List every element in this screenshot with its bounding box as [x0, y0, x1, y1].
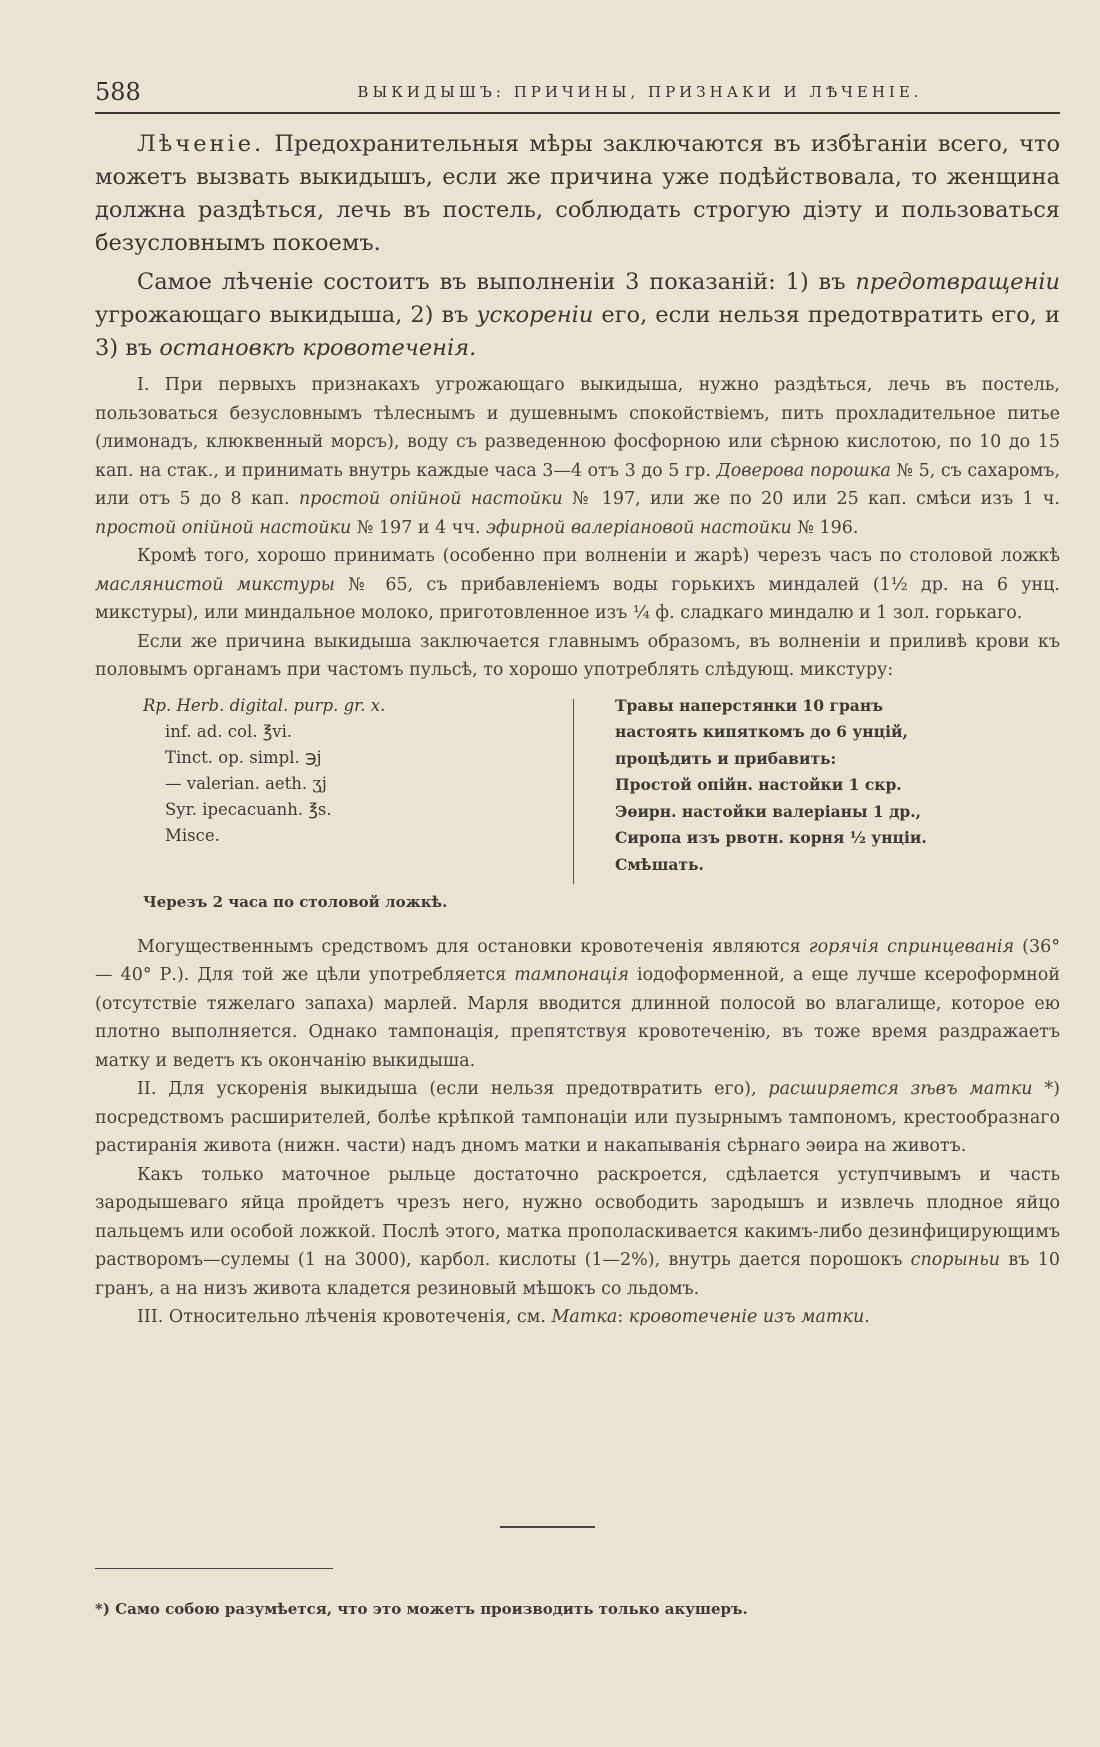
paragraph-besides [95, 542, 1060, 628]
italic-term: эфирной валеріановой настойки [486, 517, 792, 538]
paragraph-acceleration [95, 1075, 1060, 1161]
paragraph-first-signs [95, 371, 1060, 542]
recipe-block [95, 693, 1060, 883]
page-header [95, 78, 1060, 108]
text-run: III. Относительно лѣченія кровотеченія, см. [137, 1307, 552, 1327]
text-run: угрожающаго выкидыша, 2) въ [95, 302, 477, 328]
recipe-line: Эѳирн. настойки валеріаны 1 др., [615, 801, 922, 821]
paragraph-extraction [95, 1161, 1060, 1304]
text-run: № 65, съ прибавленіемъ воды горькихъ миндалей (1½ др. на 6 унц. микстуры), или миндальное молоко, приготовленное изъ ¼ ф. сладкаго миндалю и 1 зол. горькаго. [95, 574, 1060, 623]
recipe-line: Сиропа изъ рвотн. корня ½ унціи. [615, 828, 927, 847]
recipe-divider [573, 699, 574, 884]
italic-term: Доверова порошка [716, 460, 891, 481]
italic-term: горячія спринцеванія [808, 936, 1015, 957]
recipe-line: — valerian. aeth. ʒj [165, 773, 327, 793]
recipe-dosage: Черезъ 2 часа по столовой ложкѣ. [143, 892, 448, 911]
text-run: его, если нельзя предотвратить его, и 3) въ [95, 302, 1060, 361]
recipe-line: Rp. Herb. digital. purp. gr. x. [143, 695, 386, 715]
paragraph-text: Предохранительныя мѣры заключаются въ избѣганіи всего, что можетъ вызвать выкидышъ, если же причина уже подѣйствовала, то женщина должна раздѣться, лечь въ постель, соблюдать строгую діэту и пользоваться безусловнымъ покоемъ. [95, 131, 1060, 256]
italic-term: маслянистой микстуры [95, 574, 335, 595]
italic-term: расширяется зѣвъ матки [768, 1079, 1033, 1099]
text-run: въ 10 гранъ, а на низъ живота кладется резиновый мѣшокъ со льдомъ. [95, 1250, 1060, 1299]
italic-term: кровотеченіе изъ матки. [628, 1307, 870, 1327]
text-run: Кромѣ того, хорошо принимать (особенно при волненіи и жарѣ) черезъ часъ по столовой ложкѣ [137, 546, 1060, 566]
recipe-line: процѣдить и прибавить: [615, 748, 837, 768]
text-run: іодоформенной, а еще лучше ксероформной (отсутствіе тяжелаго запаха) марлей. Марля вводится длинной полосой во влагалище, которое ею плотно выполняется. Однако тампонація, препятствуя кровотеченію, въ тоже время раздражаетъ матку и ведетъ къ окончанію выкидыша. [95, 965, 1060, 1071]
recipe-line: Misce. [165, 825, 220, 845]
italic-term: тампонація [514, 965, 629, 985]
text-run: № 5, съ сахаромъ, или отъ 5 до 8 кап. [95, 460, 1061, 509]
paragraph-treatment [95, 128, 1060, 260]
text-run: (36° — 40° Р.). Для той же цѣли употребляется [95, 936, 1060, 985]
recipe-line: Смѣшать. [615, 854, 704, 874]
footnote-rule [95, 1568, 333, 1569]
recipe-line: Tinct. op. simpl. ℈j [165, 747, 322, 767]
recipe-line: Травы наперстянки 10 гранъ [615, 695, 884, 715]
italic-term: простой опійной настойки [298, 489, 563, 509]
text-run: I. При первыхъ признакахъ угрожающаго выкидыша, нужно раздѣться, лечь въ постель, пользоваться безусловнымъ тѣлеснымъ и душевнымъ спокойствіемъ, пить прохладительное питье (лимонадъ, клюквенный морсъ), воду съ разведенною фосфорною или сѣрною кислотою, по 10 до 15 кап. на стак., и принимать внутрь каждые часа 3—4 отъ 3 до 5 гр. [95, 375, 1060, 481]
text-run: Могущественнымъ средствомъ для остановки кровотеченія являются [137, 936, 809, 957]
text-run: № 196. [791, 517, 859, 538]
text-run: Самое лѣченіе состоитъ въ выполненіи 3 показаній: 1) въ [137, 269, 856, 295]
running-title: ВЫКИДЫШЪ: ПРИЧИНЫ, ПРИЗНАКИ И ЛѢЧЕНІЕ. [357, 83, 923, 101]
text-run: Какъ только маточное рыльце достаточно раскроется, сдѣлается уступчивымъ и часть зародышеваго яйца пройдетъ чрезъ него, нужно освободить зародышъ и извлечь плодное яйцо пальцемъ или особой ложкой. Послѣ этого, матка прополаскивается какимъ-либо дезинфицирующимъ растворомъ—сулемы (1 на 3000), карбол. кислоты (1—2%), внутрь дается порошокъ [95, 1164, 1060, 1270]
footnote: *) Само собою разумѣется, что это можетъ производить только акушеръ. [95, 1600, 748, 1618]
text-run: *) посредствомъ расширителей, болѣе крѣпкой тампонаціи или пузырнымъ тампономъ, крестообразнаго растиранія живота (нижн. части) надъ дномъ матки и накапыванія сѣрнаго эѳира на животъ. [95, 1079, 1061, 1156]
recipe-line: Простой опійн. настойки 1 скр. [615, 775, 902, 794]
italic-term: Матка [551, 1307, 618, 1327]
paragraph-mixture-intro: Если же причина выкидыша заключается главнымъ образомъ, въ волненіи и приливѣ крови къ половымъ органамъ при частомъ пульсѣ, то хорошо употреблять слѣдующ. микстуру: [95, 631, 1060, 680]
recipe-line: inf. ad. col. ℥vi. [165, 721, 293, 741]
italic-term: остановкѣ кровотеченія. [159, 335, 477, 361]
text-run: № 197 и 4 чч. [351, 517, 487, 538]
paragraph-reference [95, 1303, 1060, 1332]
page-number: 588 [95, 78, 141, 106]
paragraph-hemostasis [95, 933, 1060, 1076]
header-rule [95, 112, 1060, 114]
recipe-line: настоять кипяткомъ до 6 унцій, [615, 722, 908, 741]
italic-term: простой опійной настойки [95, 517, 352, 538]
paragraph-indications [95, 266, 1060, 365]
text-run: : [617, 1307, 629, 1327]
page-body [95, 128, 1060, 1332]
section-end-rule [500, 1526, 595, 1528]
italic-term: ускореніи [476, 302, 594, 328]
section-heading: Лѣченіе. [137, 131, 265, 157]
recipe-latin [143, 693, 553, 849]
italic-term: спорыньи [910, 1250, 1001, 1270]
text-run: II. Для ускоренія выкидыша (если нельзя предотвратить его), [137, 1079, 769, 1099]
recipe-line: Syr. ipecacuanh. ℥s. [165, 799, 332, 819]
recipe-russian [615, 693, 1055, 879]
italic-term: предотвращеніи [855, 269, 1060, 295]
text-run: № 197, или же по 20 или 25 кап. смѣси изъ 1 ч. [562, 489, 1060, 509]
